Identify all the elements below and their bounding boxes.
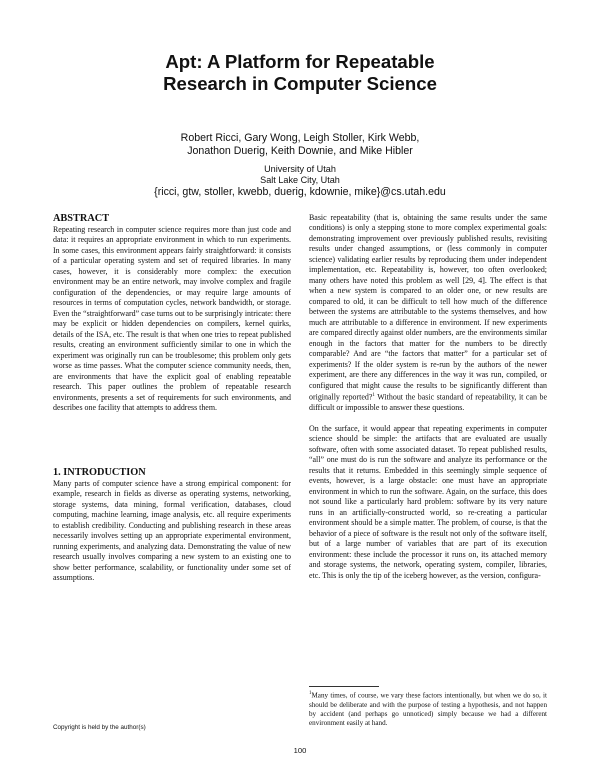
repeatability-paragraph [309,213,547,414]
introduction-section [53,467,291,584]
affiliation [0,164,600,186]
author-list [0,132,600,157]
repeatability-text-tail: Without the basic standard of repeatability, it can be difficult or impossible to answer these questions. [309,392,547,413]
affiliation-line-1: University of Utah [264,164,336,174]
copyright-notice: Copyright is held by the author(s) [53,724,146,731]
footnote-divider [309,686,379,687]
paper-title [0,51,600,95]
title-line-2: Research in Computer Science [163,73,437,94]
right-column [309,213,547,581]
abstract-section [53,213,291,414]
authors-line-2: Jonathon Duerig, Keith Downie, and Mike Hibler [187,144,413,157]
abstract-text: Repeating research in computer science requires more than just code and data: it requires an appropriate environment in which to run experiments. In some cases, this environment appears fairly straightforward: it consists of a particular operating system and set of required libraries. In many cases, however, it is considerably more complex: the execution environment may be an entire network, may involve complex and fragile configuration of the dependencies, or may require large amounts of resources in terms of computation cycles, network bandwidth, or storage. Even the “straightforward” case turns out to be surprisingly intricate: there may be explicit or hidden dependencies on compilers, kernel quirks, details of the ISA, etc. The result is that when one tries to repeat published results, creating an environment sufficiently similar to one in which the experiment was originally run can be troublesome; this problem only gets worse as time passes. What the computer science community needs, then, are environments that have the explicit goal of enabling repeatable research. This paper outlines the problem of repeatable research environments, presents a set of requirements for such environments, and describes one facility that attempts to address them. [53,225,291,413]
abstract-heading: ABSTRACT [53,213,110,224]
authors-line-1: Robert Ricci, Gary Wong, Leigh Stoller, Kirk Webb, [180,132,420,144]
title-line-1: Apt: A Platform for Repeatable [165,51,435,72]
repeatability-text: Basic repeatability (that is, obtaining the same results under the same conditions) is only a stepping stone to more complex experimental goals: demonstrating improvement over previously published results, revisiting results under changed assumptions, or (less commonly in computer science) validating earlier results by reproducing them under independent implementation, etc. Repeatability is, however, too often overlooked; many others have noted this problem as well [29, 4]. The effect is that when a new system is compared to an older one, or new results are compared to old, it can be difficult to tell how much of the difference between the systems are attributable to the systems themselves, and how much are attributable to a difference in environment. If new experiments are compared directly against older numbers, are the environments similar enough in the factors that matter for the numbers to be directly comparable? And are “the factors that matter” for a particular set of experiments? If the older system is re-run by the authors of the newer experiment, are there any differences in the way it was run, compiled, or configured that might cause the results to be significantly different than originally reported? [309,213,547,402]
footnote-reference[interactable]: 1 [372,393,375,399]
page-number: 100 [293,746,307,755]
environment-paragraph: On the surface, it would appear that repeating experiments in computer science should be simple: the artifacts that are evaluated are usually software, often with some associated dataset. To repeat published results, “all” one must do is run the software and analyze its performance or the results that it returns. Embedded in this seemingly simple sequence of events, however, is a large obstacle: one must have an appropriate environment in which to run the software. Again, on the surface, this does not sound like a particularly hard problem: software by its very nature runs in an artificially-constructed world, so re-creating a particular environment should be a simple matter. The problem, of course, is that the behavior of a piece of software is the result not only of the software itself, but of a large number of variables that are part of its execution environment: these include the processor it runs on, its attached memory and storage systems, the network, operating system, compiler, libraries, etc. This is only the tip of the iceberg however, as the version, configura- [309,423,547,580]
footnote-mark: 1 [309,691,312,696]
affiliation-line-2: Salt Lake City, Utah [260,175,340,185]
footnote-text: Many times, of course, we vary these factors intentionally, but when we do so, it should be deliberate and with the purpose of testing a hypothesis, and not happen by accident (and perhaps go unnoticed) simply because we had a different environment easily at hand. [309,691,547,728]
introduction-heading: 1. INTRODUCTION [53,467,146,478]
footnote [309,689,547,729]
author-emails: {ricci, gtw, stoller, kwebb, duerig, kdownie, mike}@cs.utah.edu [154,186,446,198]
introduction-text: Many parts of computer science have a strong empirical component: for example, research in fields as diverse as operating systems, networking, storage systems, data mining, formal verification, databases, cloud computing, machine learning, image analysis, etc. all require experiments to establish credibility. Conducting and publishing research in these areas necessarily involves setting up an appropriate experimental environment, running experiments, and analyzing data. Demonstrating the value of new research usually involves comparing a new system to an existing one to show better performance, scalability, or functionality under some set of assumptions. [53,479,291,583]
